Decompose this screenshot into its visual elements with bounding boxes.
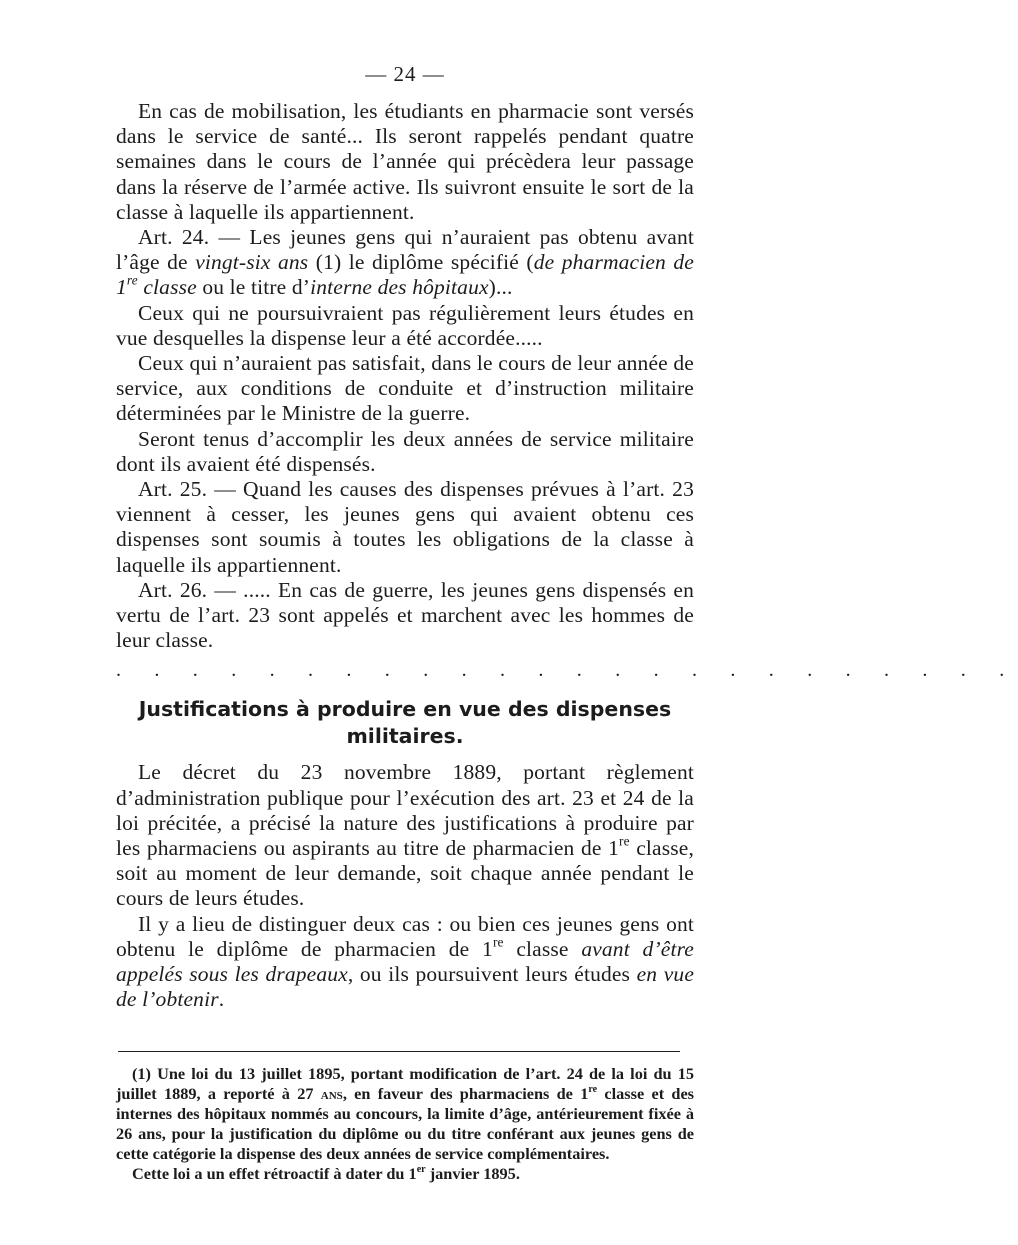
decret-text-end: classe, soit au moment de leur demande, soit chaque année pendant le cours de leurs études. [116, 836, 694, 911]
art24-lead: Art. 24. — Les jeunes gens qui n’auraient pas obtenu avant l’âge de [116, 225, 694, 275]
paragraph-conditions: Ceux qui n’auraient pas satisfait, dans le cours de leur année de service, aux conditions de conduite et d’instruction militaire déterminées par le Ministre de la guerre. [116, 351, 694, 426]
deux-cas-text: Il y a lieu de distinguer deux cas : ou bien ces jeunes gens ont obtenu le diplôme de pharmacien de 1 [116, 911, 694, 961]
art24-age: vingt-six ans [195, 250, 309, 275]
footnote-sup: re [588, 1083, 598, 1095]
decret-text: Le décret du 23 novembre 1889, portant règlement d’administration publique pour l’exécution des art. 23 et 24 de la loi précitée, a précisé la nature des justifications à produire par les pharmaciens ou aspirants au titre de pharmacien de 1 [116, 760, 694, 861]
ellipsis-dots-row: . . . . . . . . . . . . . . . . . . . . . . . . [116, 659, 1018, 682]
deux-cas-sup: re [492, 934, 504, 950]
paragraph-art-24 [116, 225, 694, 301]
art24-diploma-text: de pharmacien de 1 [116, 250, 694, 300]
page-content [116, 62, 1018, 1184]
page-number: — 24 — [365, 62, 445, 86]
art24-interne: interne des hôpitaux [310, 275, 489, 300]
art24-diploma-sup: re [126, 273, 138, 289]
footnote-1 [116, 1064, 694, 1164]
footnote-text-2: , en faveur des pharmaciens de 1 [342, 1083, 589, 1103]
section-heading: Justifications à produire en vue des dispenses militaires. [138, 697, 672, 749]
footnote-retroactif [116, 1164, 694, 1184]
footnote-text-3: classe et des internes des hôpitaux nommés au concours, la limite d’âge, antérieurement fixée à 26 ans, pour la justification du diplôme ou du titre conférant aux jeunes gens de cette catégorie la dispense des deux années de service complémentaires. [116, 1083, 695, 1163]
footnote-ans: ans [320, 1083, 343, 1103]
paragraph-poursuite: Ceux qui ne poursuivraient pas régulièrement leurs études en vue desquelles la dispense leur a été accordée..... [116, 300, 694, 350]
art24-footnote-ref: (1) le diplôme spécifié ( [308, 250, 534, 275]
deux-cas-mid: , ou ils poursuivent leurs études [347, 962, 637, 987]
deux-cas-end: . [218, 987, 225, 1012]
deux-cas-avant: avant d’être appelés sous les drapeaux [116, 936, 694, 987]
paragraph-service: Seront tenus d’accomplir les deux années de service militaire dont ils avaient été dispensés. [116, 426, 694, 476]
art24-end: )... [488, 275, 513, 300]
paragraph-mobilisation: En cas de mobilisation, les étudiants en pharmacie sont versés dans le service de santé... Ils seront rappelés pendant quatre semaines dans le cours de l’année qui précèdera leur passage dans la réserve de l’armée active. Ils suivront ensuite le sort de la classe à laquelle ils appartiennent. [116, 99, 694, 224]
paragraph-art-26: Art. 26. — ..... En cas de guerre, les jeunes gens dispensés en vertu de l’art. 23 sont appelés et marchent avec les hommes de leur classe. [116, 577, 694, 653]
deux-cas-vue: en vue de l’obtenir [116, 962, 695, 1012]
art24-mid: ou le titre d’ [196, 275, 311, 300]
retroactif-sup: er [416, 1163, 426, 1175]
retroactif-text-end: janvier 1895. [425, 1163, 520, 1183]
paragraph-deux-cas [116, 912, 694, 1013]
art24-diploma-class: classe [137, 275, 197, 300]
paragraph-art-25: Art. 25. — Quand les causes des dispenses prévues à l’art. 23 viennent à cesser, les jeunes gens qui avaient obtenu ces dispenses sont soumis à toutes les obligations de la classe à laquelle ils appartiennent. [116, 477, 694, 577]
retroactif-text: Cette loi a un effet rétroactif à dater du 1 [132, 1163, 417, 1183]
decret-sup: re [619, 833, 630, 849]
deux-cas-class: classe [503, 936, 582, 961]
footnote-divider [118, 1051, 680, 1052]
paragraph-decret [116, 760, 694, 911]
footnote-text: (1) Une loi du 13 juillet 1895, portant modification de l’art. 24 de la loi du 15 juillet 1889, a reporté à 27 [116, 1063, 694, 1103]
